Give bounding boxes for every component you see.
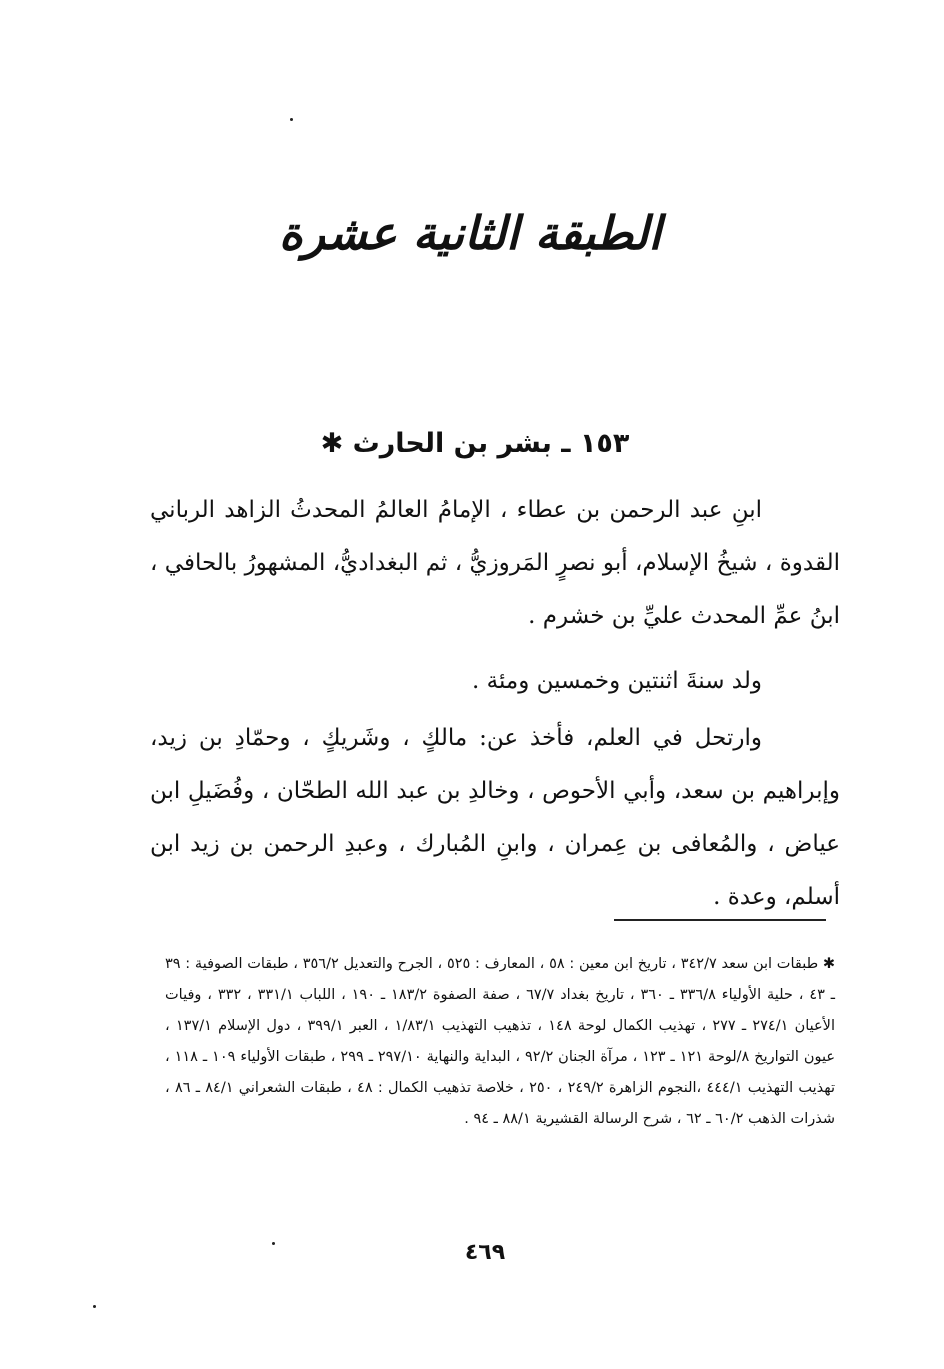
- speck-mark: [272, 1242, 275, 1245]
- layer-title: الطبقة الثانية عشرة: [278, 206, 662, 260]
- entry-paragraph: ولد سنةَ اثنتين وخمسين ومئة .: [471, 668, 762, 694]
- page-number: ٤٦٩: [464, 1240, 506, 1265]
- footnote-sources: ✱ طبقات ابن سعد ٣٤٢/٧ ، تاريخ ابن معين : ٥٨ ، المعارف : ٥٢٥ ، الجرح والتعديل ٣٥٦/٢ ، طبقات الصوفية : ٣٩ ـ ٤٣ ، حلية الأولياء ٣٣٦/٨ ـ ٣٦٠ ، تاريخ بغداد ٦٧/٧ ، صفة الصفوة ١٨٣/٢ ـ ١٩٠ ، اللباب ٣٣١/١ ، ٣٣٢ ، وفيات الأعيان ٢٧٤/١ ـ ٢٧٧ ، تهذيب الكمال لوحة ١٤٨ ، تذهيب التهذيب ١/٨٣/١ ، العبر ٣٩٩/١ ، دول الإسلام ١٣٧/١ ، عيون التواريخ ٨/لوحة ١٢١ ـ ١٢٣ ، مرآة الجنان ٩٢/٢ ، البداية والنهاية ٢٩٧/١٠ ـ ٢٩٩ ، طبقات الأولياء ١٠٩ ـ ١١٨ ، تهذيب التهذيب ٤٤٤/١ ،النجوم الزاهرة ٢٤٩/٢ ، ٢٥٠ ، خلاصة تذهيب الكمال : ٤٨ ، طبقات الشعراني ٨٤/١ ـ ٨٦ ، شذرات الذهب ٦٠/٢ ـ ٦٢ ، شرح الرسالة القشيرية ٨٨/١ ـ ٩٤ .: [165, 956, 836, 1127]
- footnote-divider: [614, 919, 826, 921]
- speck-mark: [290, 118, 293, 121]
- entry-heading: ١٥٣ ـ بشر بن الحارث ✱: [320, 428, 630, 459]
- entry-paragraph: وارتحل في العلم، فأخذ عن: مالكٍ ، وشَريكٍ ، وحمّادِ بن زيد، وإبراهيم بن سعد، وأبي الأحوص ، وخالدِ بن عبد الله الطحّان ، وفُضَيلِ ابن عياض ، والمُعافى بن عِمران ، وابنِ المُبارك ، وعبدِ الرحمن بن زيد ابن أسلم، وعدة .: [150, 725, 840, 910]
- speck-mark: [93, 1305, 96, 1308]
- entry-paragraph: ابنِ عبد الرحمن بن عطاء ، الإمامُ العالمُ المحدثُ الزاهد الرباني القدوة ، شيخُ الإسلام، أبو نصرٍ المَروزيُّ ، ثم البغداديُّ، المشهورُ بالحافي ، ابنُ عمِّ المحدث عليِّ بن خشرم .: [150, 497, 840, 629]
